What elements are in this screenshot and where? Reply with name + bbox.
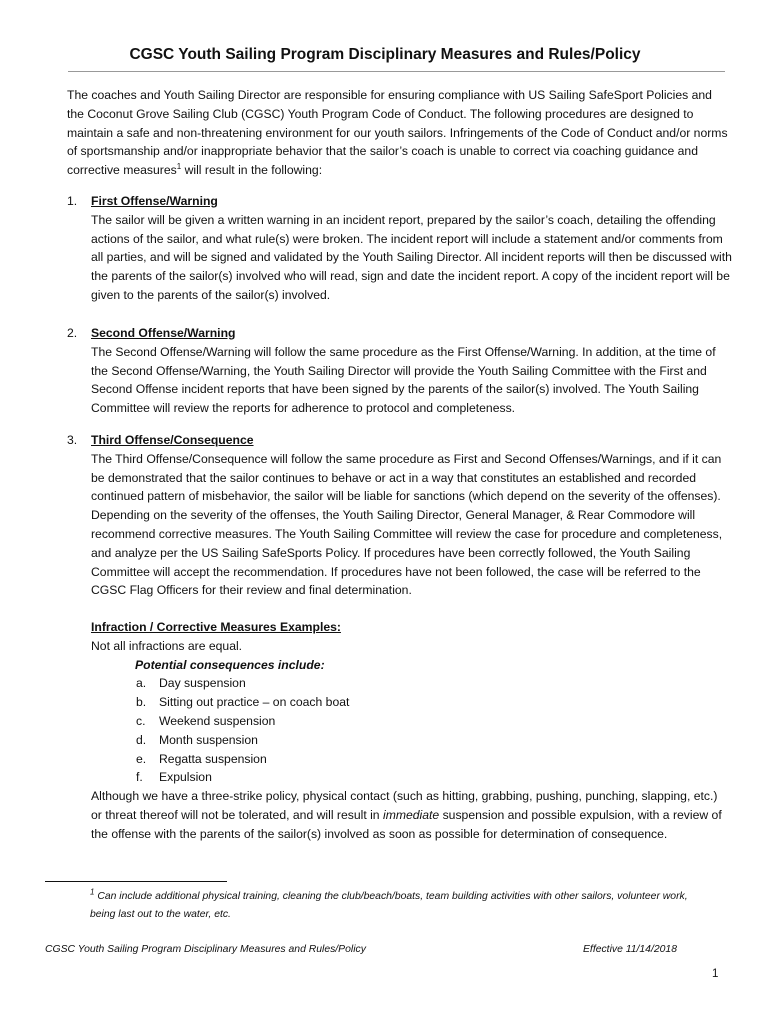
- list-text: Day suspension: [159, 676, 246, 691]
- list-letter: a.: [136, 676, 147, 691]
- list-letter: f.: [136, 770, 143, 785]
- infraction-section: [91, 618, 731, 844]
- infraction-heading: Infraction / Corrective Measures Examples:: [91, 620, 341, 634]
- infraction-subtext: Not all infractions are equal.: [91, 638, 243, 653]
- list-item: [136, 750, 731, 769]
- item-text: The sailor will be given a written warning in an incident report, prepared by the sailor’s coach, detailing the offending actions of the sailor, and what rule(s) were broken. The incident report will include a statement and/or comments from all parties, and will be signed and validated by the Youth Sailing Director. All incident reports will then be discussed with the parents of the sailor(s) involved who will read, sign and date the incident report. A copy of the incident report will be given to the parents of the sailor(s) involved.: [91, 212, 732, 302]
- consequences-title: Potential consequences include:: [135, 657, 325, 672]
- footnote: [90, 888, 710, 923]
- list-text: Month suspension: [159, 732, 258, 747]
- list-item: [136, 693, 731, 712]
- closing-paragraph: [91, 787, 731, 843]
- list-letter: b.: [136, 695, 147, 710]
- closing-emphasis: immediate: [382, 807, 440, 822]
- list-text: Weekend suspension: [159, 713, 276, 728]
- footer-title: CGSC Youth Sailing Program Disciplinary Measures and Rules/Policy: [45, 944, 366, 955]
- intro-text-end: will result in the following:: [181, 163, 323, 178]
- page-number: 1: [712, 968, 719, 980]
- title-underline: [68, 71, 725, 72]
- footer-effective-date: Effective 11/14/2018: [583, 944, 677, 955]
- list-letter: c.: [136, 713, 146, 728]
- footnote-divider: [45, 881, 227, 882]
- document-title: CGSC Youth Sailing Program Disciplinary Measures and Rules/Policy: [129, 46, 641, 63]
- offense-item-3: [67, 431, 732, 600]
- list-item: [136, 768, 731, 787]
- offense-item-2: [67, 324, 732, 418]
- item-text: The Second Offense/Warning will follow the same procedure as the First Offense/Warning. In addition, at the time of the Second Offense/Warning, the Youth Sailing Director will provide the Youth Sailing Committee with the First and Second Offense incident reports that have been signed by the parents of the sailor(s) involved. The Youth Sailing Committee will review the reports for adherence to protocol and completeness.: [91, 344, 716, 416]
- footnote-reference: 1: [176, 162, 182, 172]
- list-text: Expulsion: [159, 770, 212, 785]
- footnote-text: Can include additional physical training, cleaning the club/beach/boats, team building activities with other sailors, volunteer work, being last out to the water, etc.: [90, 891, 688, 920]
- item-number: 2.: [67, 326, 78, 340]
- item-number: 3.: [67, 433, 78, 447]
- list-letter: e.: [136, 751, 147, 766]
- item-text: The Third Offense/Consequence will follow the same procedure as First and Second Offenses/Warnings, and if it can be demonstrated that the sailor continues to behave or act in a way that constitutes an established and recorded continued pattern of misbehavior, the sailor will be liable for sanctions (which depend on the severity of the offenses). Depending on the severity of the offenses, the Youth Sailing Director, General Manager, & Rear Commodore will recommend corrective measures. The Youth Sailing Committee will review the case for procedure and completeness, and analyze per the US Sailing SafeSports Policy. If procedures have been correctly followed, the Youth Sailing Committee will accept the recommendation. If procedures have not been followed, the case will be referred to the CGSC Flag Officers for their review and final determination.: [91, 451, 723, 598]
- offense-item-1: [67, 192, 732, 305]
- item-number: 1.: [67, 194, 78, 208]
- list-text: Regatta suspension: [159, 751, 267, 766]
- item-heading: Third Offense/Consequence: [91, 433, 254, 447]
- intro-text: The coaches and Youth Sailing Director are responsible for ensuring compliance with US Sailing SafeSport Policies and the Coconut Grove Sailing Club (CGSC) Youth Program Code of Conduct. The following procedures are designed to maintain a safe and non-threatening environment for our youth sailors. Infringements of the Code of Conduct and/or norms of sportsmanship and/or inappropriate behavior that the sailor’s coach is unable to correct via coaching guidance and corrective measures: [67, 88, 728, 178]
- consequences-list: [91, 674, 731, 787]
- list-text: Sitting out practice – on coach boat: [159, 695, 350, 710]
- closing-text-end: suspension and possible expulsion, with a review of the offense with the parents of the sailor(s) involved as soon as possible for determination of consequence.: [91, 807, 722, 841]
- list-item: [136, 712, 731, 731]
- closing-text: Although we have a three-strike policy, physical contact (such as hitting, grabbing, pushing, punching, slapping, etc.) or threat thereof will not be tolerated, and will result in: [91, 789, 718, 822]
- footnote-marker: 1: [90, 887, 95, 897]
- list-item: [136, 731, 731, 750]
- list-item: [136, 674, 731, 693]
- item-heading: Second Offense/Warning: [91, 326, 236, 340]
- item-heading: First Offense/Warning: [91, 194, 218, 208]
- list-letter: d.: [136, 732, 147, 747]
- intro-paragraph: [67, 86, 732, 180]
